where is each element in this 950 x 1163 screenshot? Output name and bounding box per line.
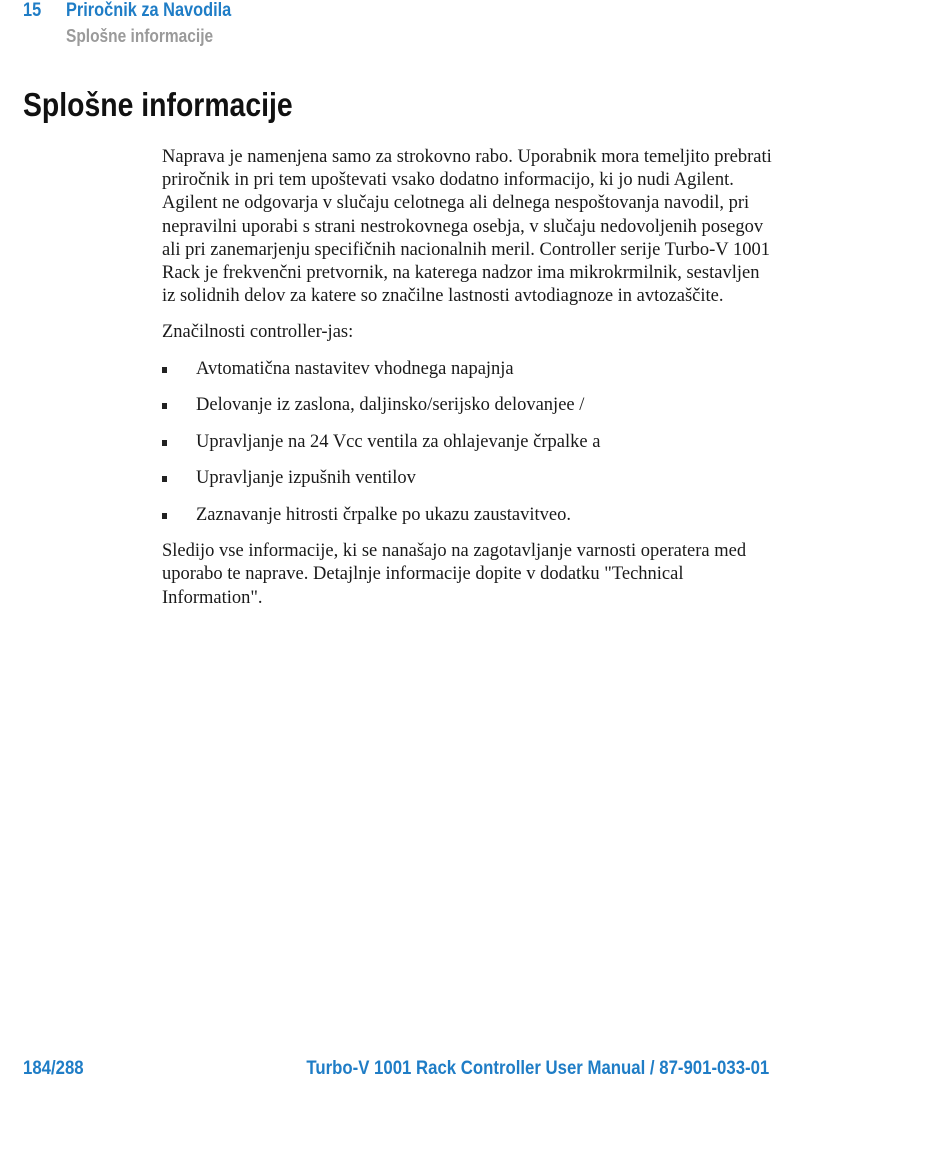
list-item [162,394,772,417]
running-header [23,0,231,47]
header-row [23,0,231,24]
list-item-text: Upravljanje na 24 Vcc ventila za ohlajevanje črpalke a [196,431,601,452]
page-title: Splošne informacije [23,86,293,123]
list-item [162,358,772,381]
list-item [162,467,772,490]
list-item-text: Zaznavanje hitrosti črpalke po ukazu zaustavitveo. [196,504,571,525]
footer-page-count: 184/288 [23,1057,84,1079]
list-item [162,504,772,527]
header-page-number: 15 [23,0,42,21]
intro-paragraph: Naprava je namenjena samo za strokovno rabo. Uporabnik mora temeljito prebrati priročnik in pri tem upoštevati vsako dodatno informacijo, ki jo nudi Agilent. Agilent ne odgovarja v slučaju celotnega ali delnega nespoštovanja navodil, pri nepravilni uporabi s strani nestrokovnega osebja, v slučaju nedovoljenih posegov ali pri zanemarjenju specifičnih nacionalnih meril. Controller serije Turbo-V 1001 Rack je frekvenčni pretvornik, na katerega nadzor ima mikrokrmilnik, sestavljen iz solidnih delov za katere so značilne lastnosti avtodiagnoze in avtozaščite. [162,147,772,307]
bullet-icon [162,476,167,482]
list-item-text: Upravljanje izpušnih ventilov [196,468,416,489]
bullet-icon [162,440,167,446]
header-section-title: Splošne informacije [66,26,214,46]
features-list [162,358,772,527]
features-heading: Značilnosti controller-jas: [162,322,354,343]
closing-paragraph: Sledijo vse informacije, ki se nanašajo na zagotavljanje varnosti operatera med uporabo te naprave. Detajlnje informacije dopite v dodatku "Technical Information". [162,541,747,608]
list-item [162,431,772,454]
header-manual-title: Priročnik za Navodila [66,0,232,21]
list-item-text: Avtomatična nastavitev vhodnega napajnja [196,358,514,379]
bullet-icon [162,513,167,519]
list-item-text: Delovanje iz zaslona, daljinsko/serijsko delovanjee / [196,395,585,416]
bullet-icon [162,367,167,373]
body-content [162,146,772,623]
bullet-icon [162,403,167,409]
footer-document-title: Turbo-V 1001 Rack Controller User Manual / 87-901-033-01 [306,1057,769,1079]
